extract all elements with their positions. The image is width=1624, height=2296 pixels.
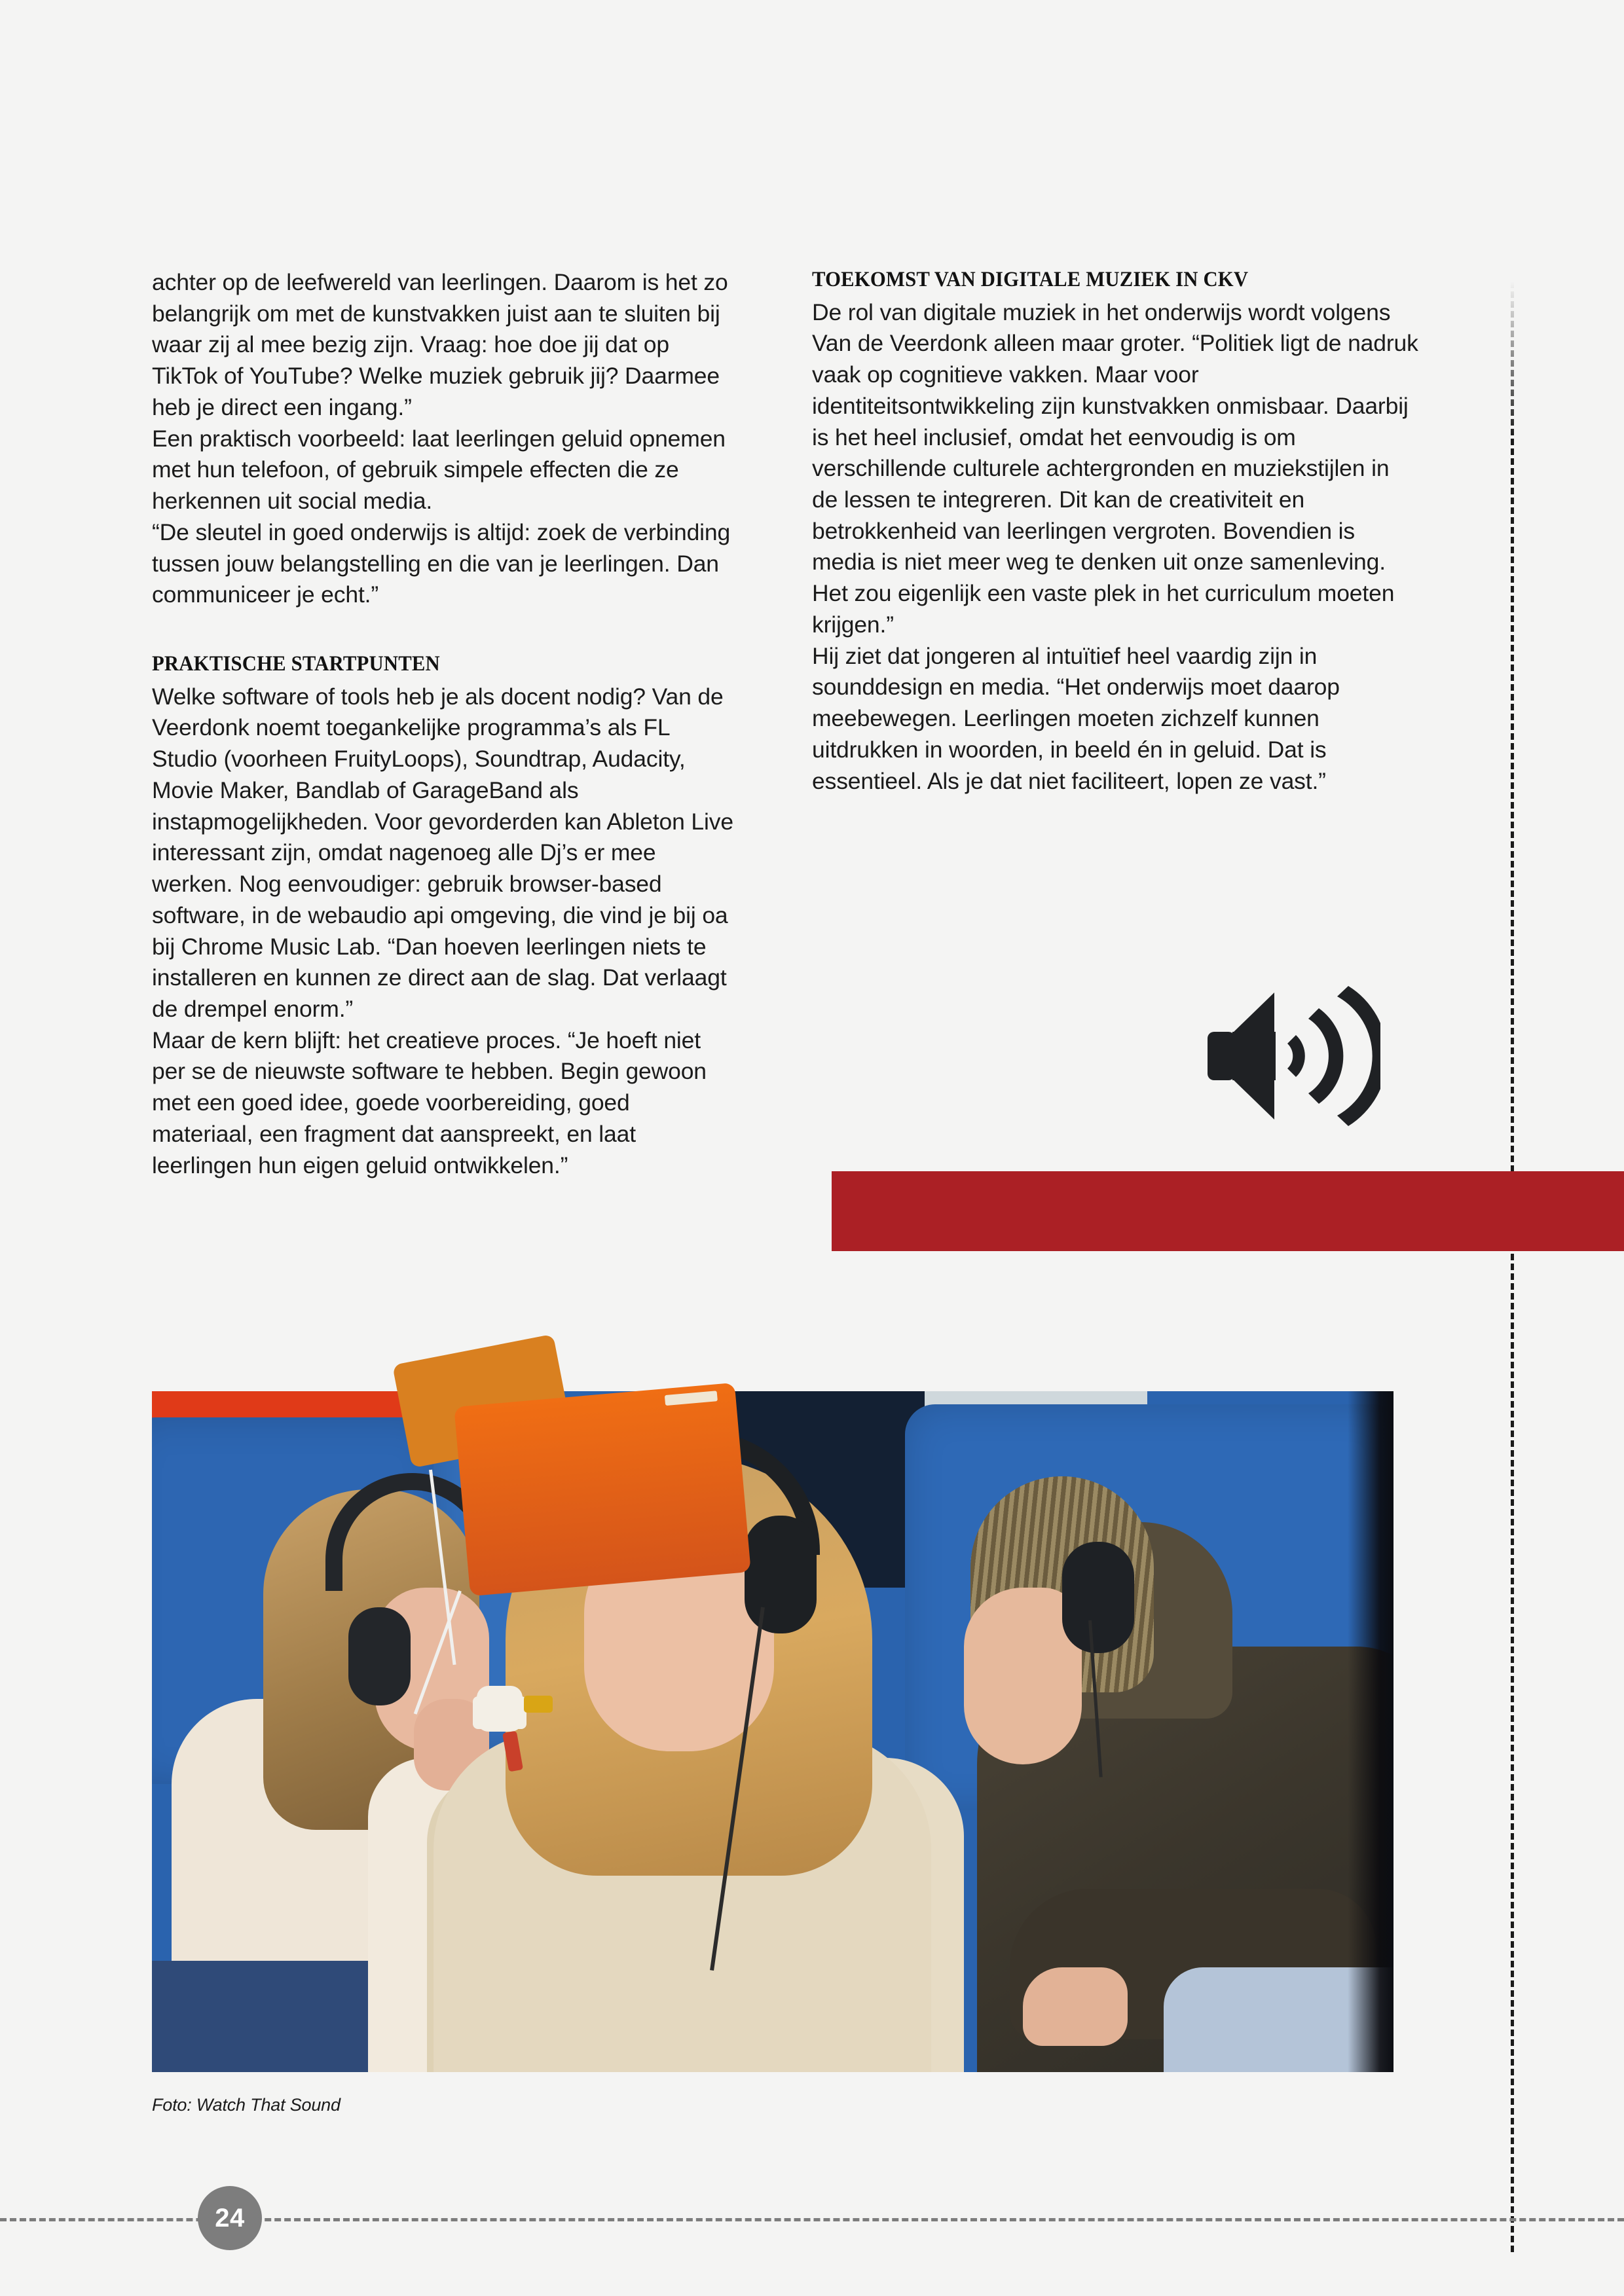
student-center-headphone-cup [745, 1516, 817, 1633]
photo-caption: Foto: Watch That Sound [152, 2095, 341, 2115]
vertical-dashed-rule [1511, 282, 1514, 2252]
red-accent-bar [832, 1171, 1624, 1251]
student-right-headphone-cup [1062, 1542, 1134, 1653]
paragraph: “De sleutel in goed onderwijs is altijd: zoek de verbinding tussen jouw belangstelling en die van je leerlingen. Dan communiceer je echt.” [152, 519, 731, 608]
photo-scene [152, 1391, 1393, 2072]
page-number-badge: 24 [198, 2186, 262, 2250]
article-photo [152, 1391, 1393, 2072]
student-left-headphone-cup [348, 1607, 411, 1705]
paragraph: Een praktisch voorbeeld: laat leerlingen geluid opnemen met hun telefoon, of gebruik simpele effecten die ze herkennen uit social media. [152, 425, 726, 515]
subheading-toekomst-digitale-muziek: TOEKOMST VAN DIGITALE MUZIEK IN CKV [812, 268, 1249, 291]
paragraph: achter op de leefwereld van leerlingen. Daarom is het zo belangrijk om met de kunstvakken juist aan te sluiten bij waar zij al mee bezig zijn. Vraag: hoe doe jij dat op TikTok of YouTube? Welke muziek gebruik jij? Daarmee heb je direct een ingang.” [152, 269, 728, 420]
paragraph: De rol van digitale muziek in het onderwijs wordt volgens Van de Veerdonk alleen maar groter. “Politiek ligt de nadruk vaak op cognitieve vakken. Maar voor identiteitsontwikkeling zijn kunstvakken onmisbaar. Daarbij is het heel inclusief, omdat het eenvoudig is om verschillende culturele achtergronden en muziekstijlen in de lessen te integreren. Dit kan de creativiteit en betrokkenheid van leerlingen vergroten. Bovendien is media is niet meer weg te denken uit onze samenleving. Het zou eigenlijk een vaste plek in het curriculum moeten krijgen.” [812, 299, 1418, 638]
student-right-hand [1023, 1967, 1128, 2046]
lower-left-fill [152, 1961, 368, 2072]
right-text-column [812, 267, 1421, 797]
speaker-volume-icon [1204, 981, 1380, 1131]
subheading-praktische-startpunten: PRAKTISCHE STARTPUNTEN [152, 652, 440, 676]
paragraph: Welke software of tools heb je als docent nodig? Van de Veerdonk noemt toegankelijke programma’s als FL Studio (voorheen FruityLoops), Soundtrap, Audacity, Movie Maker, Bandlab of GarageBand als instapmogelijkheden. Voor gevorderden kan Ableton Live interessant zijn, omdat nagenoeg alle Dj’s er mee werken. Nog eenvoudiger: gebruik browser-based software, in de webaudio api omgeving, die vind je bij oa bij Chrome Music Lab. “Dan hoeven leerlingen niets te installeren en kunnen ze direct aan de slag. Dat verlaagt de drempel enorm.” [152, 683, 733, 1023]
photo-right-shadow [1348, 1391, 1393, 2072]
tablet-orange-case [454, 1383, 751, 1596]
audio-plug [524, 1696, 553, 1713]
paragraph: Maar de kern blijft: het creatieve proces. “Je hoeft niet per se de nieuwste software te hebben. Begin gewoon met een goed idee, goede voorbereiding, goed materiaal, een fragment dat aanspreekt, en laat leerlingen hun eigen geluid ontwikkelen.” [152, 1027, 707, 1178]
paragraph: Hij ziet dat jongeren al intuïtief heel vaardig zijn in sounddesign en media. “Het onderwijs moet daarop meebewegen. Leerlingen moeten zichzelf kunnen uitdrukken in woorden, in beeld én in geluid. Dat is essentieel. Als je dat niet faciliteert, lopen ze vast.” [812, 642, 1340, 794]
headphone-splitter [477, 1686, 523, 1732]
left-text-column [152, 267, 736, 1181]
